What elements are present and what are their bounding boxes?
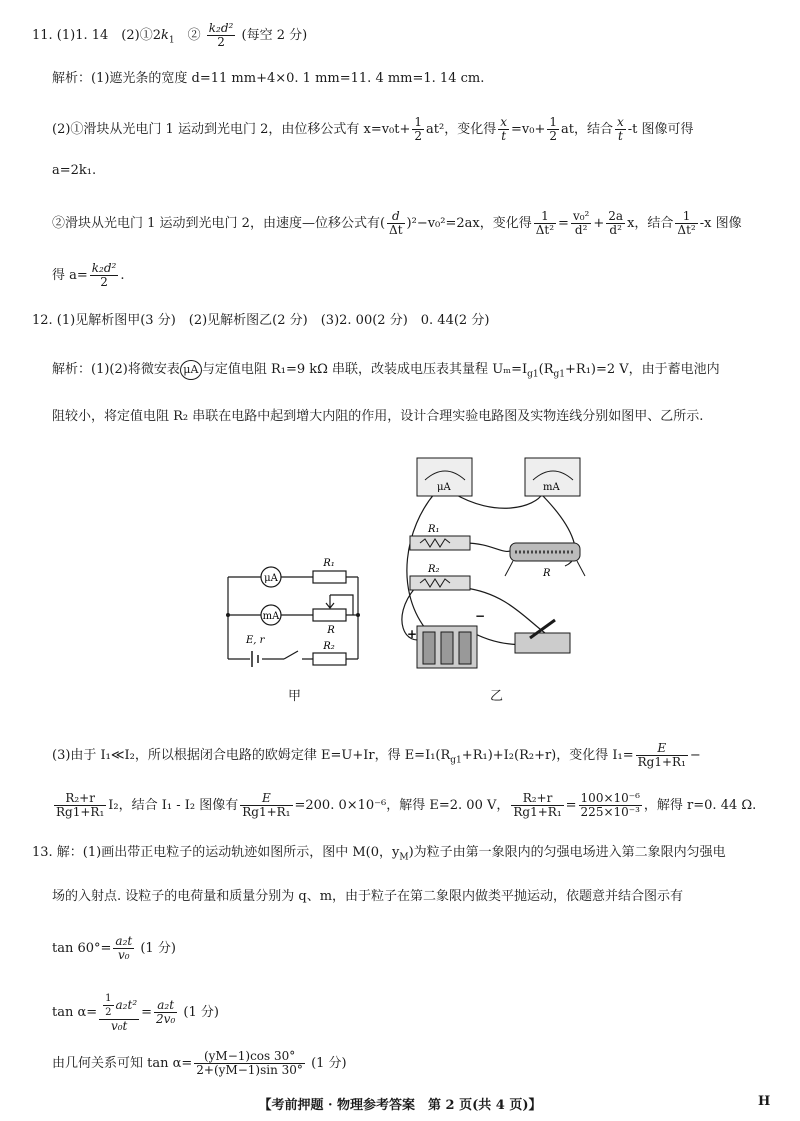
resistor-r2-board — [410, 564, 470, 590]
circuit-r-label: R — [327, 625, 335, 636]
microammeter-symbol: μA — [180, 360, 202, 380]
photo-ma-label: mA — [543, 482, 560, 493]
q11-analysis-4: ②滑块从光电门 1 运动到光电门 2，由速度—位移公式有( $\frac{d}{\Delta t}$ )²−v₀²=2ax，变化得 $\frac{1}{\text{Δt²}}$ = $\frac{\text{v₀²}}{\text{d²}}$ + $\frac{2a}{\text{d²}}$ x，结合 $\frac{1}{\text{Δt²}}$ -x 图像 — [52, 209, 742, 237]
q11-analysis-3: a=2k₁. — [52, 163, 97, 178]
photo-r2-label: R₂ — [428, 564, 440, 575]
switch-device — [515, 620, 570, 653]
battery-minus-label: − — [475, 609, 486, 623]
photo-r-label: R — [543, 568, 551, 579]
circuit-r1-label: R₁ — [323, 558, 335, 569]
q12-analysis-3: (3)由于 I₁≪I₂，所以根据闭合电路的欧姆定律 E=U+Ir，得 $E=I_1(R_{g1}+R_1)+I_2(R_2+r)$，变化得 I₁= $\frac{E}{\text{Rg1+R₁}}$ − — [52, 741, 701, 769]
q13-eq-2: tan α= $\frac{1}{2}$ a₂t² v₀t = $\frac{\text{a₂t}}{\text{2v₀}}$ (1 分) — [52, 993, 219, 1033]
photo-r1-label: R₁ — [428, 524, 440, 535]
switch-symbol — [284, 651, 298, 659]
q11-analysis-2: (2)①滑块从光电门 1 运动到光电门 2，由位移公式有 x=v₀t+ $\frac{1}{2}$ at²，变化得 $\frac{x}{t}$ =v₀+ $\frac{1}{2}$ at，结合 $\frac{x}{t}$ -t 图像可得 — [52, 115, 694, 143]
q11-analysis-5: 得 a= $\frac{\text{k₂d²}}{2}$ . — [52, 261, 125, 289]
resistor-r2 — [313, 653, 346, 665]
figure-label-yi: 乙 — [490, 689, 504, 704]
q11-fraction: $\frac{\text{k₂d²}}{2}$ — [208, 21, 234, 49]
q12-analysis-2: 阻较小，将定值电阻 R₂ 串联在电路中起到增大内阻的作用，设计合理实验电路图及实物连线分别如图甲、乙所示. — [52, 409, 704, 424]
battery-plus-label: + — [407, 627, 418, 641]
q13-line-2: 场的入射点. 设粒子的电荷量和质量分别为 q、m，由于粒子在第二象限内做类平抛运动，依题意并结合图示有 — [52, 889, 684, 904]
q12-answer: 12. (1)见解析图甲(3 分) (2)见解析图乙(2 分) (3)2. 00(2 分) 0. 44(2 分) — [32, 313, 490, 328]
q13-eq-1: tan 60°= $\frac{\text{a₂t}}{\text{v₀}}$ (1 分) — [52, 934, 176, 962]
resistor-r1 — [313, 571, 346, 583]
rheostat-device — [505, 543, 585, 579]
battery-symbol — [252, 651, 258, 667]
corner-letter: H — [758, 1094, 771, 1109]
figure-label-jia: 甲 — [288, 689, 302, 704]
q11-answer: 11. (1)1. 14 $(2)①2k_1$ ② $\frac{\text{k₂d²}}{2}$ (每空 2 分) — [32, 21, 308, 49]
circuit-ua-label: μA — [264, 573, 278, 584]
page-footer: 【考前押题 · 物理参考答案 第 2 页(共 4 页)】 — [258, 1098, 542, 1113]
q11-analysis-1: 解析：(1)遮光条的宽度 d=11 mm+4×0. 1 mm=11. 4 mm=1. 14 cm. — [52, 71, 485, 86]
q12-analysis-1: 解析：(1)(2)将微安表 μA 与定值电阻 R₁=9 kΩ 串联，改装成电压表其量程 $U_m=I_{g1}(R_{g1}+R_1)=2$ V，由于蓄电池内 — [52, 362, 720, 380]
photo-ua-label: μA — [437, 482, 451, 493]
q13-line-1: 13. 解：(1)画出带正电粒子的运动轨迹如图所示，图中 M(0，$y_M$)为粒子由第一象限内的匀强电场进入第二象限内匀强电 — [32, 845, 726, 863]
q12-analysis-4: $\frac{\text{R₂+r}}{\text{Rg1+R₁}}$ I₂，结合 I₁ - I₂ 图像有 $\frac{E}{\text{Rg1+R₁}}$ =200. 0×10⁻⁶，解得 E=2. 00 V， $\frac{\text{R₂+r}}{\text{Rg1+R₁}}$ = $\frac{\text{100×10⁻⁶}}{\text{225×10⁻³}}$ ，解得 r=0. 44 Ω. — [56, 791, 757, 819]
circuit-diagram-jia — [218, 555, 370, 670]
microammeter-device — [417, 458, 472, 496]
circuit-r2-label: R₂ — [323, 641, 335, 652]
circuit-er-label: E, r — [246, 635, 265, 646]
rheostat-r — [313, 609, 346, 621]
q13-eq-3: 由几何关系可知 tan α= $\frac{(yM-1)\cos 30^\circ}{2+(yM-1)\sin 30^\circ}$ (1 分) — [52, 1049, 347, 1077]
milliammeter-device — [525, 458, 580, 496]
resistor-r1-board — [410, 524, 470, 550]
physical-wiring-yi — [395, 448, 600, 678]
circuit-ma-label: mA — [262, 611, 280, 622]
